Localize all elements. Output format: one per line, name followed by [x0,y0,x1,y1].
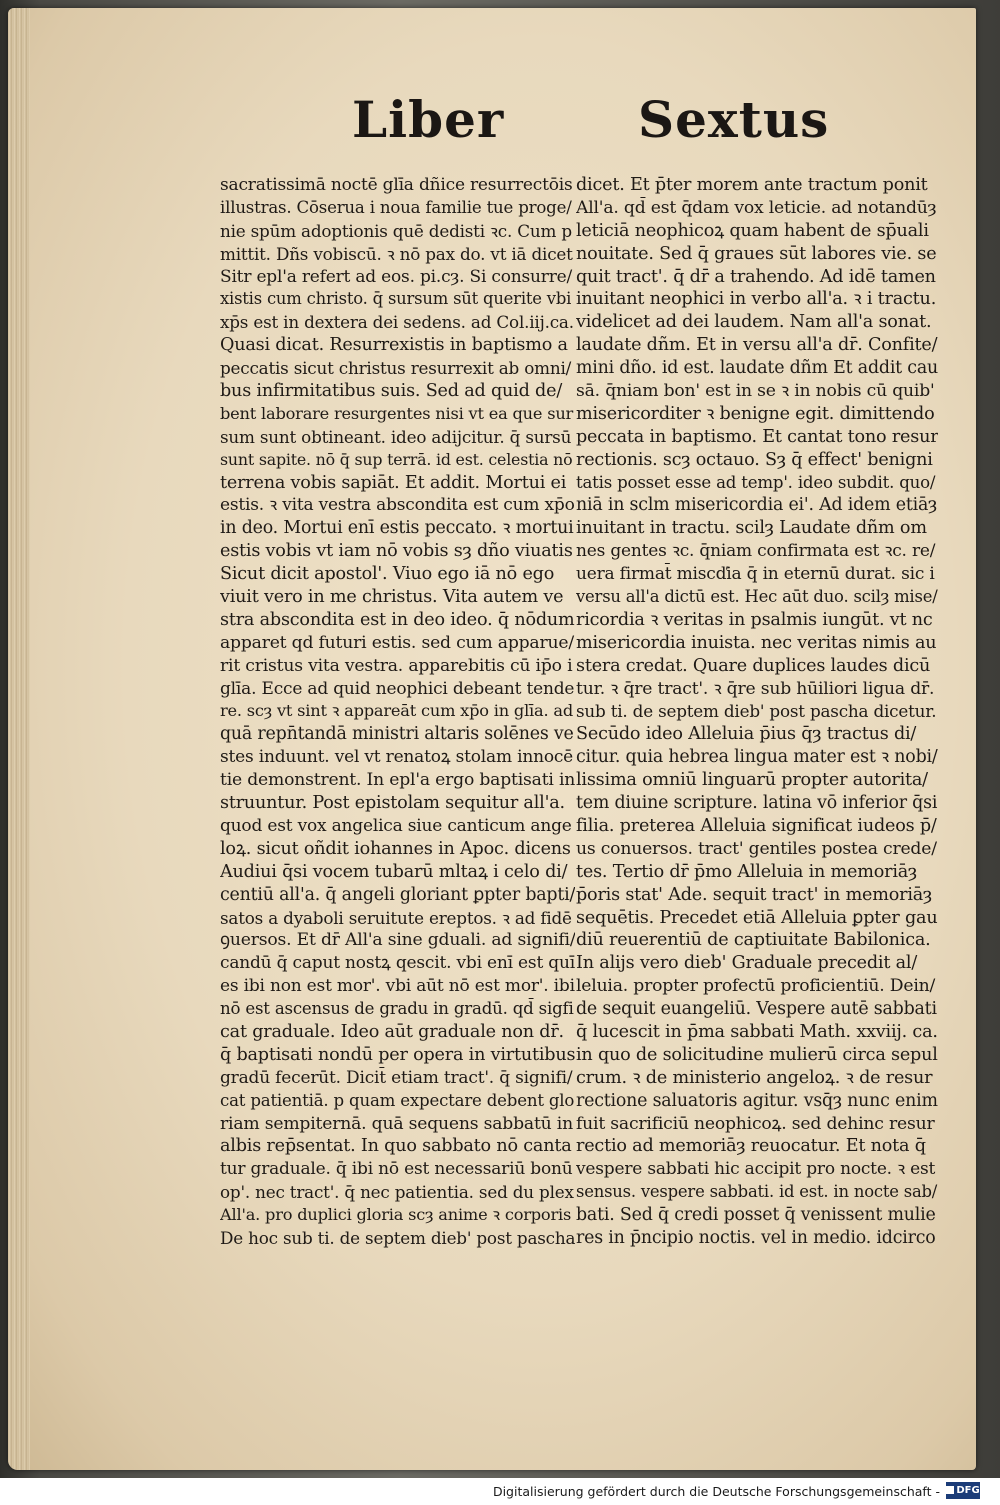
text-line: misericorditer ꝛ benigne egit. dimittendo [576,403,935,424]
text-line: sub ti. de septem dieb' post pascha dicetur. [576,701,937,722]
text-line: tatis posset esse ad temp'. ideo subdit. quo/ [576,472,936,492]
text-line: estis. ꝛ vita vestra abscondita est cum xp̄o [220,495,575,516]
text-line: xp̄s est in dextera dei sedens. ad Col.iij.ca. [220,312,574,333]
text-line: quā repn̄tandā ministri altaris solēnes ve [220,724,574,745]
text-line: viuit vero in me christus. Vita autem ve [220,587,564,608]
text-line: tem diuine scripture. latina vō inferior q̄si [576,793,938,814]
text-line: cat patientiā. p quam expectare debent glo [220,1090,575,1110]
text-line: filia. preterea Alleluia significat iudeos p̄/ [576,815,937,836]
text-line: de sequit̄ euangeliū. Vespere autē sabbati [576,999,937,1020]
text-line: rectione saluatoris agitur. vsq̄ȝ nunc enim [576,1090,938,1111]
text-line: videlicet ad dei laudem. Nam all'a sonat. [576,312,932,333]
text-line: niā in sclm misericordia ei'. Ad idem etiāȝ [576,495,938,516]
text-line: versu all'a dictū est. Hec aūt duo. scilȝ mise/ [576,587,938,607]
text-line: stra abscondita est in deo ideo. q̄ nōdum [220,609,575,630]
running-head-left: Liber [352,90,505,149]
text-line: riam sempiternā. quā sequens sabbatū in [220,1113,573,1134]
text-line: Quasi dicat. Resurrexistis in baptismo a [220,335,568,356]
text-line: mini dño. id est. laudate dñm Et addit cau [576,358,938,379]
text-line: De hoc sub ti. de septem dieb' post pascha [220,1227,575,1248]
text-line: satos a dyaboli seruitute ereptos. ꝛ ad fidē [220,907,572,928]
text-column-right [576,174,938,1250]
text-line: p̄oris stat' Ade. sequit̄ tract' in memoriāȝ [576,884,933,905]
funding-notice: Digitalisierung gefördert durch die Deutsche Forschungsgemeinschaft - [492,1484,940,1499]
page-edges [8,8,30,1470]
text-line: bus infirmitatibus suis. Sed ad quid de/ [220,381,563,402]
text-line: sunt sapite. nō q̄ sup terrā. id est. celestia nō [220,449,573,469]
text-line: sā. q̄niam bon' est in se ꝛ in nobis cū quib' [576,381,935,402]
text-line: q̄ baptisati nondū per opera in virtutibus [220,1044,575,1065]
text-line: gradū fecerūt. Dicit̄ etiam tract'. q̄ signifi/ [220,1067,573,1088]
text-line: All'a. qd̄ est q̄dam vox leticie. ad notandūȝ [576,197,937,218]
text-line: crum. ꝛ de ministerio angeloꝝ. ꝛ de resur [576,1067,933,1088]
text-line: Audiui q̄si vocem tubarū mltaꝝ i celo di/ [220,861,568,882]
text-line: res in p̄ncipio noctis. vel in medio. idcirco [576,1227,936,1248]
text-line: tie demonstrent. In epl'a ergo baptisati in [220,770,575,791]
dfg-logo-label: DFG [956,1485,980,1496]
text-line: fuit sacrificiū neophicoꝝ. sed dehinc resur [576,1113,935,1134]
text-line: rit cristus vita vestra. apparebitis cū ip̄o i [220,655,573,676]
text-line: nouitate. Sed q̄ graues sūt labores vie. se [576,243,937,264]
text-line: lissima omniū linguarū propter autorita/ [576,770,928,791]
text-line: peccata in baptismo. Et cantat̄ tono resur [576,426,938,447]
dfg-logo [946,1482,980,1499]
text-line: rectionis. scȝ octauo. Sȝ q̄ effect' benigni [576,449,933,470]
text-line: estis vobis vt iam nō vobis sȝ dño viuatis [220,541,573,562]
text-line: es ibi non est mor'. vbi aūt nō est mor'. ibi [220,976,575,997]
text-line: dicet. Et p̄ter morem ante tractum ponit̄ [576,175,928,195]
text-line: Sitr epl'a refert ad eos. pi.cȝ. Si consurre/ [220,266,573,287]
text-line: sacratissimā noctē glīa dñice resurrectōis [220,175,573,195]
text-line: stera credat̄. Quare duplices laudes dicū [576,655,931,676]
text-line: misericordia inuista. nec veritas nimis au [576,632,937,653]
text-line: bati. Sed q̄ credi posset q̄ venissent mulie [576,1205,936,1226]
text-line: peccatis sicut christus resurrexit ab omni/ [220,358,572,379]
text-line: in quo de solicitudine mulierū circa sepul [576,1044,938,1065]
text-line: in deo. Mortui enī estis peccato. ꝛ mortui [220,518,574,539]
text-line: diū reuerentiū de captiuitate Babilonica. [576,930,931,951]
text-line: tur graduale. q̄ ibi nō est necessariū bonū [220,1159,573,1180]
text-line: sensus. vespere sabbati. id est. in nocte sab/ [576,1182,938,1202]
text-line: ꝯuersos. Et dr̄ All'a sine gduali. ad signifi/ [220,930,575,951]
text-line: nie spūm adoptionis quē dedisti ꝛc. Cum p [220,220,572,241]
text-line: illustras. Cōserua i noua familie tue proge/ [220,197,572,217]
text-line: Secūdo ideo Alleluia p̄ius q̄ȝ tractus di/ [576,724,917,745]
text-line: re. scȝ vt sint ꝛ appareāt cum xp̄o in glīa. ad [220,701,573,721]
text-line: citur. quia hebrea lingua mater est ꝛ nobi/ [576,747,938,768]
text-line: laudate dñm. Et in versu all'a dr̄. Confite/ [576,335,938,356]
text-line: quod est vox angelica siue canticum ange [220,815,572,836]
text-line: nes gentes ꝛc. q̄niam confirmata est ꝛc. re/ [576,541,936,562]
text-line: leticiā neophicoꝝ quam habent de sp̄uali [576,220,929,241]
digitization-footer [0,1478,1000,1505]
text-line: vespere sabbati hic accipit pro nocte. ꝛ est [576,1159,936,1180]
text-line: tur. ꝛ q̄re tract'. ꝛ q̄re sub hūiliori ligua dr̄. [576,678,935,699]
text-line: struuntur. Post epistolam sequitur all'a. [220,793,565,814]
text-line: apparet qd futuri estis. sed cum apparue/ [220,632,574,653]
text-line: op'. nec tract'. q̄ nec patientia. sed du plex [220,1182,574,1203]
text-line: quit̄ tract'. q̄ dr̄ a trahendo. Ad idē tamen [576,266,936,287]
book-page [8,8,976,1470]
text-line: stes induunt. vel vt renatoꝝ stolam innocē [220,747,574,768]
text-line: ricordia ꝛ veritas in psalmis iungūt̄. vt nc [576,609,933,630]
text-line: mittit. Dñs vobiscū. ꝛ nō pax do. vt iā dicet [220,243,573,264]
text-line: q̄ lucescit in p̄ma sabbati Math. xxviij. ca. [576,1021,938,1042]
text-line: inuitant̄ neophici in verbo all'a. ꝛ i tractu. [576,289,937,310]
text-column-left [220,174,575,1250]
text-line: tes. Tertio dr̄ p̄mo Alleluia in memoriāȝ [576,861,918,882]
text-line: inuitant̄ in tractu. scilȝ Laudate dñm om [576,518,927,539]
text-line: cat graduale. Ideo aūt graduale non dr̄. [220,1021,564,1042]
text-line: us conuersos. tract' gentiles postea crede/ [576,838,937,859]
text-line: sum sunt obtineant. ideo adijcitur. q̄ sursū [220,426,572,447]
text-line: candū q̄ caput nostꝝ qescit. vbi enī est quī [220,953,575,974]
running-head-right: Sextus [638,90,830,149]
text-line: sequētis. Precedet etiā Alleluia ꝑpter gau [576,907,938,928]
text-line: Sicut dicit apostol'. Viuo ego iā nō ego [220,564,555,585]
text-line: All'a. pro duplici gloria scȝ anime ꝛ corporis [220,1205,572,1225]
text-line: glīa. Ecce ad quid neophici debeant tende [220,678,575,699]
text-line: In alijs vero dieb' Graduale precedit al/ [576,953,918,974]
text-line: uera firmat̄ miscďia q̄ in eternū durat. sic i [576,564,935,585]
text-line: nō est ascensus de gradu in gradū. qd̄ sigfi [220,999,574,1019]
text-line: centiū all'a. q̄ angeli gloriant̄ ꝑpter bapti/ [220,884,575,905]
text-line: albis rep̄sentat. In quo sabbato nō canta [220,1136,572,1157]
text-line: leluia. propter profectū proficientiū. Dein/ [576,976,936,997]
text-line: xistis cum christo. q̄ sursum sūt querite vbi [220,289,572,309]
text-line: rectio ad memoriāȝ reuocatur. Et nota q̄ [576,1136,926,1157]
text-line: bent laborare resurgentes nisi vt ea que sur [220,403,574,423]
text-line: loꝝ. sicut oñdit iohannes in Apoc. dicens [220,838,571,859]
text-line: terrena vobis sapiāt. Et addit. Mortui ei [220,472,567,493]
